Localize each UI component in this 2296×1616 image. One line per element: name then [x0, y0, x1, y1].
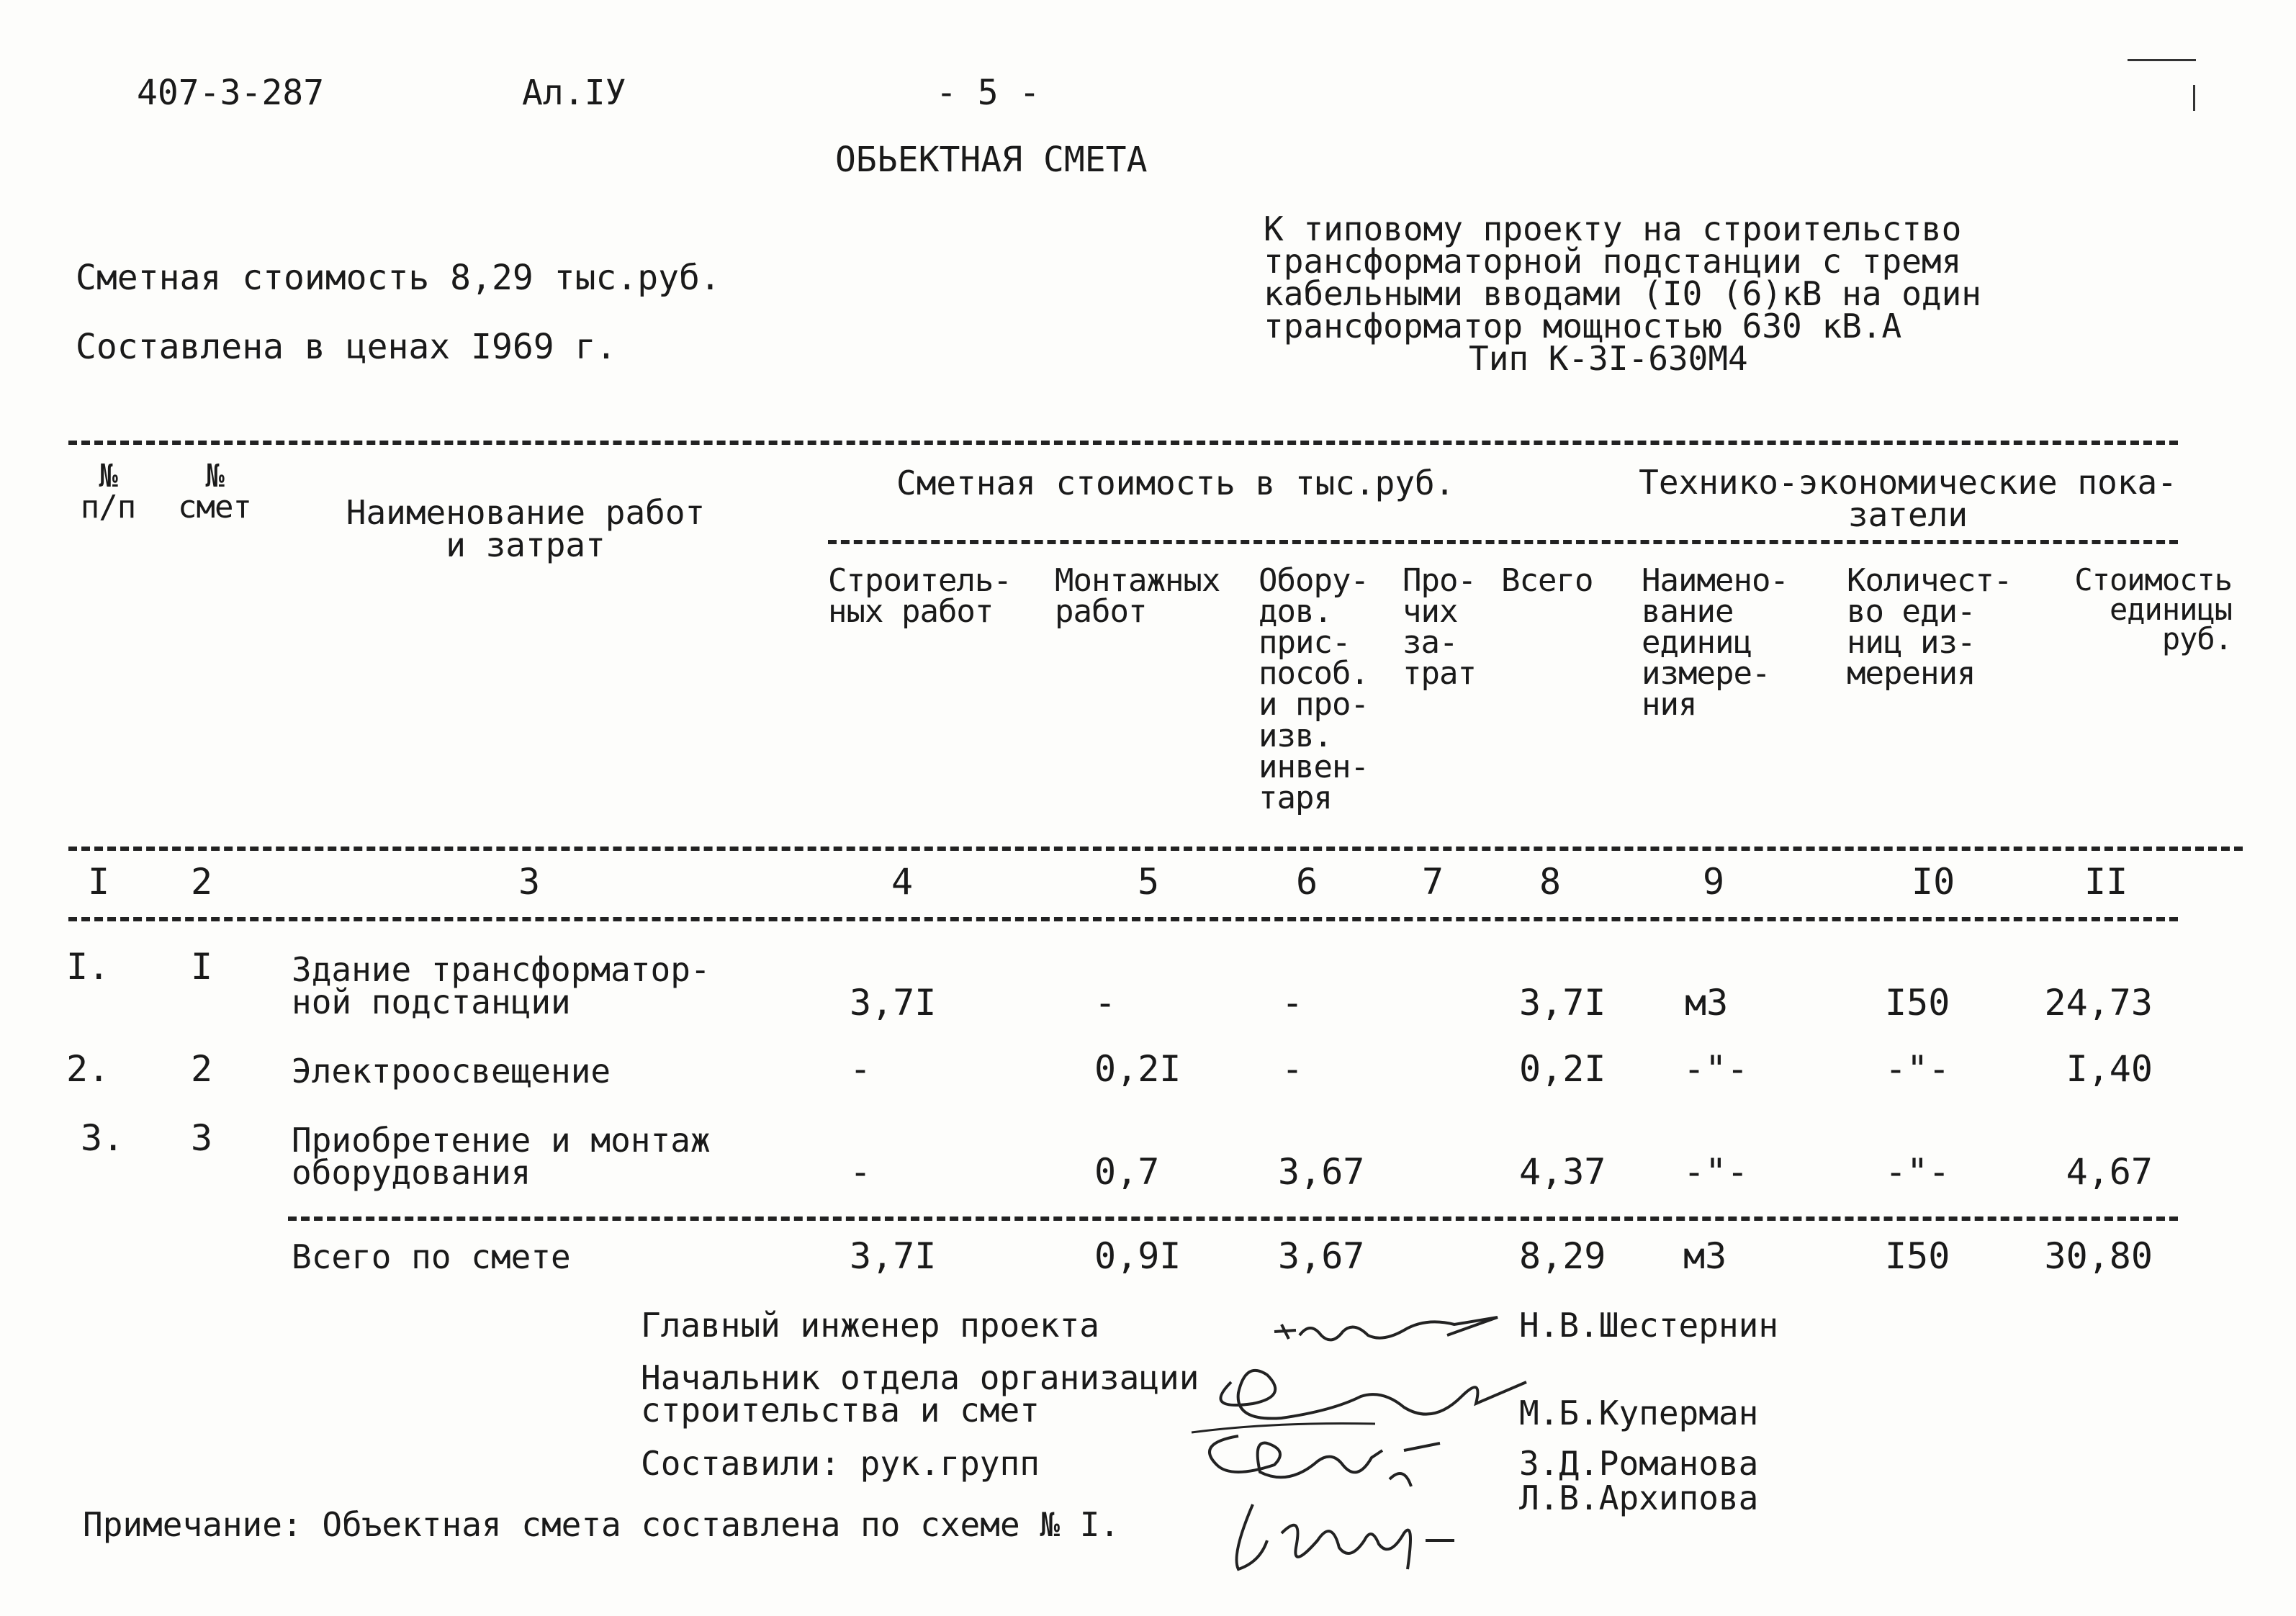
header-bottom-rule: [68, 847, 2243, 851]
project-line-1: К типовому проекту на строительство: [1264, 209, 1962, 248]
total-unit: м3: [1683, 1235, 1727, 1277]
signature-role-compilers: Составили: рук.групп: [641, 1444, 1040, 1483]
row-1-construction: 3,7I: [850, 982, 937, 1024]
column-number-6: 6: [1296, 861, 1318, 903]
header-col-unit-cost: Стоимость единицы руб.: [2074, 562, 2232, 657]
header-name: Наименование работ и затрат: [346, 493, 706, 565]
column-number-11: II: [2084, 861, 2128, 903]
column-numbers-rule: [68, 917, 2178, 921]
row-3-unit: -"-: [1683, 1151, 1749, 1193]
sheet-label: Ал.IУ: [522, 73, 626, 113]
row-1-number: I.: [66, 946, 110, 988]
header-col-equipment: Обору- дов. прис- пособ. и про- изв. инвен- таря: [1259, 562, 1369, 816]
column-number-3: 3: [518, 861, 541, 903]
total-unit-cost: 30,80: [2044, 1235, 2153, 1277]
header-col-other: Про- чих за- трат: [1403, 562, 1476, 692]
column-number-1: I: [88, 861, 110, 903]
header-col-total: Всего: [1501, 562, 1593, 599]
total-rule: [288, 1216, 2178, 1221]
price-level: Составлена в ценах I969 г.: [76, 327, 617, 367]
column-number-9: 9: [1703, 861, 1725, 903]
total-quantity: I50: [1885, 1235, 1950, 1277]
row-3-equipment: 3,67: [1278, 1151, 1365, 1193]
project-line-3: кабельными вводами (I0 (6)кВ на один: [1264, 274, 1981, 313]
column-number-5: 5: [1138, 861, 1160, 903]
row-1-unit-cost: 24,73: [2044, 982, 2153, 1024]
header-col-unit-name: Наимено- вание единиц измере- ния: [1642, 562, 1788, 723]
row-3-total: 4,37: [1519, 1151, 1606, 1193]
table-top-rule: [68, 441, 2178, 445]
page-number: - 5 -: [936, 73, 1040, 113]
header-row-number: № п/п: [80, 458, 136, 526]
row-1-equipment: -: [1282, 982, 1304, 1024]
row-2-construction: -: [850, 1048, 872, 1090]
column-number-7: 7: [1422, 861, 1444, 903]
corner-mark: [2128, 59, 2196, 61]
row-1-total: 3,7I: [1519, 982, 1606, 1024]
row-2-unit: -"-: [1683, 1048, 1749, 1090]
row-1-estimate: I: [191, 946, 213, 988]
signature-role-chief-engineer: Главный инженер проекта: [641, 1306, 1099, 1345]
handwritten-signature-1: [1267, 1296, 1541, 1360]
column-number-2: 2: [191, 861, 213, 903]
row-2-name: Электроосвещение: [292, 1052, 611, 1091]
row-2-unit-cost: I,40: [2066, 1048, 2153, 1090]
signature-name-department-head: М.Б.Куперман: [1519, 1394, 1759, 1432]
total-label: Всего по смете: [292, 1237, 571, 1276]
signature-role-department-head: Начальник отдела организации строительства и смет: [641, 1358, 1199, 1430]
signature-name-compiler-2: Л.В.Архипова: [1519, 1479, 1759, 1517]
signature-name-chief-engineer: Н.В.Шестернин: [1519, 1306, 1779, 1345]
footnote: Примечание: Объектная смета составлена по схеме № I.: [83, 1505, 1120, 1544]
project-type: Тип К-3I-630М4: [1469, 339, 1748, 378]
row-2-equipment: -: [1282, 1048, 1304, 1090]
project-line-2: трансформаторной подстанции с тремя: [1264, 242, 1962, 281]
row-3-unit-cost: 4,67: [2066, 1151, 2153, 1193]
row-2-quantity: -"-: [1885, 1048, 1950, 1090]
row-1-installation: -: [1094, 982, 1117, 1024]
row-1-unit: м3: [1685, 982, 1729, 1024]
row-1-quantity: I50: [1885, 982, 1950, 1024]
column-number-4: 4: [891, 861, 914, 903]
estimated-cost: Сметная стоимость 8,29 тыс.руб.: [76, 258, 721, 298]
row-2-number: 2.: [66, 1048, 110, 1090]
column-number-10: I0: [1912, 861, 1955, 903]
row-3-name: Приобретение и монтаж оборудования: [292, 1121, 711, 1193]
column-number-8: 8: [1539, 861, 1562, 903]
header-tech-group: Технико-экономические пока- затели: [1639, 463, 2177, 535]
corner-mark-vertical: [2193, 85, 2195, 111]
row-3-number: 3.: [81, 1117, 125, 1159]
document-code: 407-3-287: [137, 73, 325, 113]
total-equipment: 3,67: [1278, 1235, 1365, 1277]
subheader-rule: [828, 540, 2178, 544]
total-installation: 0,9I: [1094, 1235, 1181, 1277]
handwritten-signature-3: [1188, 1422, 1462, 1501]
row-2-installation: 0,2I: [1094, 1048, 1181, 1090]
row-3-quantity: -"-: [1885, 1151, 1950, 1193]
row-1-name: Здание трансформатор- ной подстанции: [292, 950, 711, 1022]
project-line-4: трансформатор мощностью 630 кВ.А: [1264, 307, 1902, 346]
total-sum: 8,29: [1519, 1235, 1606, 1277]
row-2-estimate: 2: [191, 1048, 213, 1090]
total-construction: 3,7I: [850, 1235, 937, 1277]
row-3-installation: 0,7: [1094, 1151, 1160, 1193]
header-col-construction: Строитель- ных работ: [828, 562, 1012, 631]
header-estimate-number: № смет: [178, 458, 251, 526]
header-col-unit-qty: Количест- во еди- ниц из- мерения: [1847, 562, 2012, 692]
header-col-installation: Монтажных работ: [1055, 562, 1220, 631]
row-2-total: 0,2I: [1519, 1048, 1606, 1090]
row-3-construction: -: [850, 1151, 872, 1193]
signature-name-compiler-1: З.Д.Романова: [1519, 1444, 1759, 1483]
handwritten-signature-4: [1224, 1490, 1483, 1576]
header-cost-group: Сметная стоимость в тыс.руб.: [896, 464, 1455, 502]
row-3-estimate: 3: [191, 1117, 213, 1159]
document-title: ОБЬЕКТНАЯ СМЕТА: [835, 140, 1148, 180]
